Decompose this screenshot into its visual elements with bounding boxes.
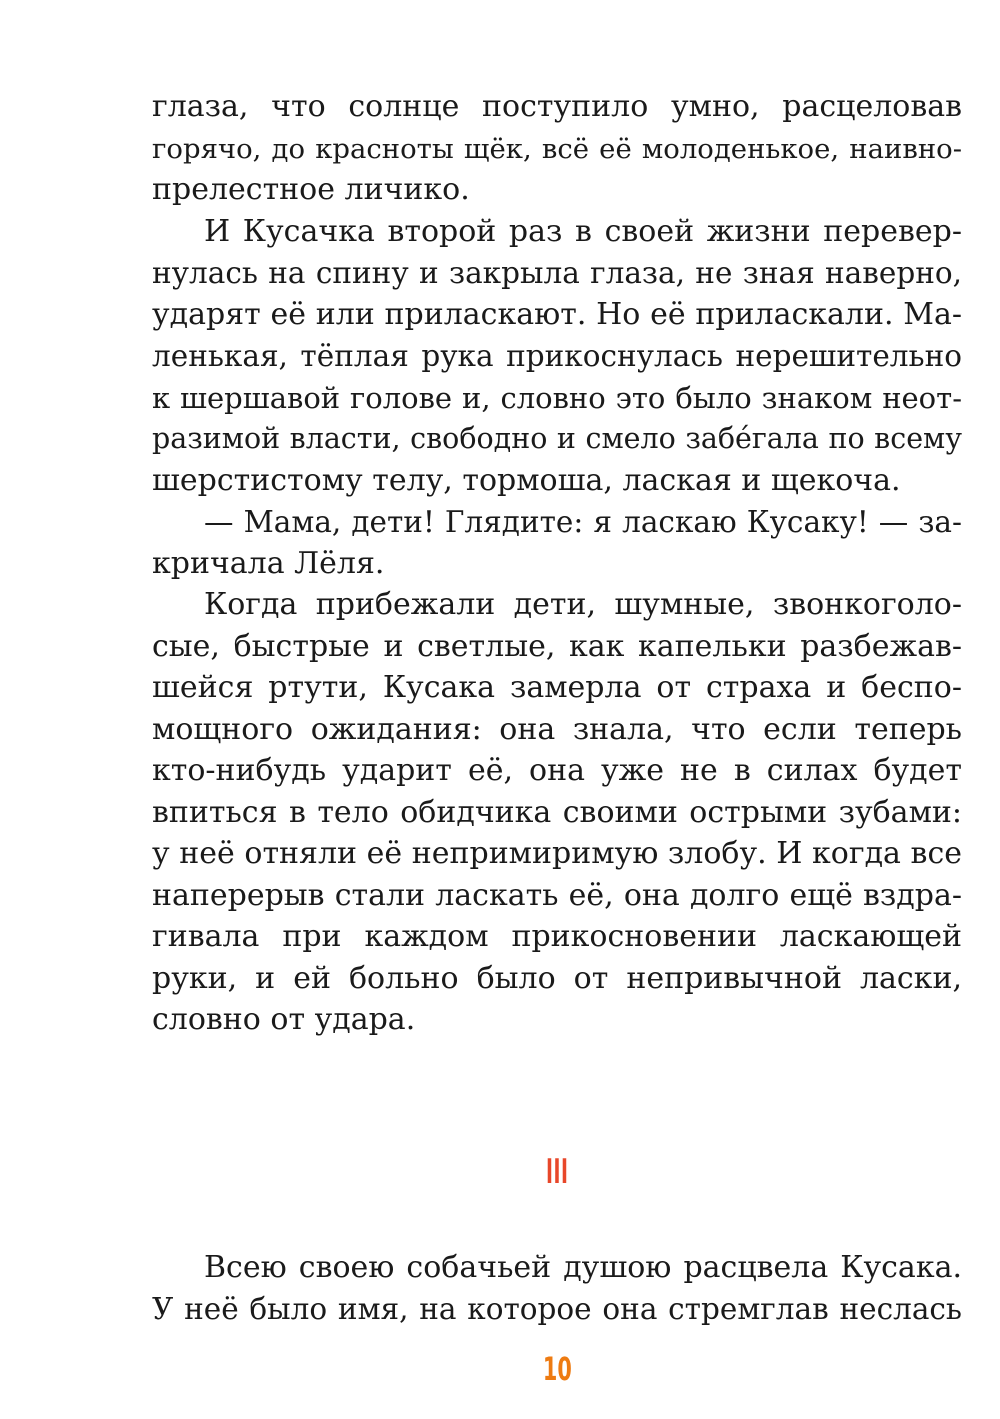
text-line: словно от удара. [152,1002,416,1037]
text-line: Всею своею собачьей душою расцвела Кусака. [204,1250,962,1285]
text-line: кричала Лёля. [152,546,385,581]
text-line: нулась на спину и закрыла глаза, не зная наверно, [152,256,962,290]
text-line: разимой власти, свободно и смело забе́гала по всему [152,422,962,455]
text-line: шерстистому телу, тормоша, лаская и щекоча. [152,463,901,498]
text-line: сые, быстрые и светлые, как капельки разбежав- [152,629,962,664]
page-number: 10 [542,1350,572,1388]
text-line: горячо, до красноты щёк, всё её молоденькое, наивно- [152,133,962,165]
text-line: У неё было имя, на которое она стремглав неслась [152,1292,962,1326]
chapter-heading: III [546,1152,569,1192]
text-line: прелестное личико. [152,172,470,207]
text-line: ленькая, тёплая рука прикоснулась нерешительно [152,339,962,373]
text-line: мощного ожидания: она знала, что если теперь [152,712,962,747]
text-line: у неё отняли её непримиримую злобу. И когда все [152,836,962,871]
text-line: кто-нибудь ударит её, она уже не в силах будет [152,753,962,788]
text-line: Когда прибежали дети, шумные, звонкоголо- [204,587,962,622]
text-line: ударят её или приласкают. Но её приласкали. Ма- [152,297,962,332]
text-line: впиться в тело обидчика своими острыми зубами: [152,795,962,830]
text-line: И Кусачка второй раз в своей жизни перевер- [204,214,962,249]
text-line: — Мама, дети! Глядите: я ласкаю Кусаку! — за- [204,505,962,539]
text-line: гивала при каждом прикосновении ласкающей [152,919,962,954]
text-line: шейся ртути, Кусака замерла от страха и беспо- [152,670,962,705]
text-line: наперерыв стали ласкать её, она долго ещё вздра- [152,878,962,913]
text-line: к шершавой голове и, словно это было знаком неот- [152,381,962,415]
text-line: глаза, что солнце поступило умно, расцеловав [152,89,962,124]
text-line: руки, и ей больно было от непривычной ласки, [152,961,962,996]
